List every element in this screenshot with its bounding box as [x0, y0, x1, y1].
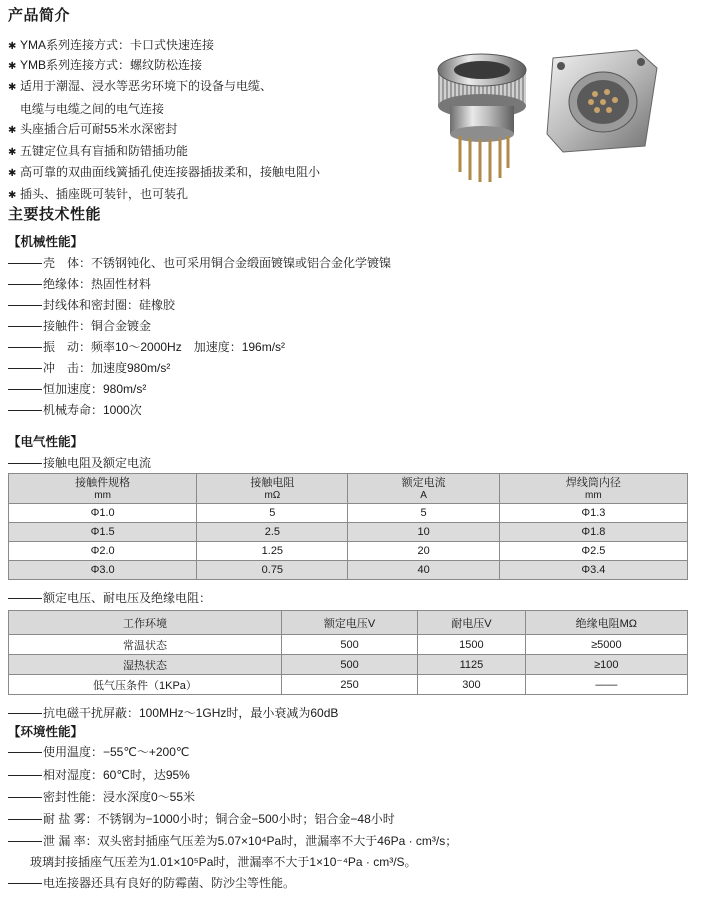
spec-line: 冲 击：加速度980m/s² — [8, 359, 170, 376]
environmental-heading: 【环境性能】 — [8, 725, 84, 739]
spec-line: 壳 体：不锈钢钝化、也可采用铜合金缎面镀镍或铝合金化学镀镍 — [8, 254, 391, 271]
intro-bullet: ✱ YMA系列连接方式：卡口式快速连接 — [8, 38, 215, 52]
spec-line: 耐 盐 雾：不锈钢为−1000小时；铜合金−500小时；铝合金−48小时 — [8, 810, 395, 827]
spec-line: 绝缘体：热固性材料 — [8, 275, 151, 292]
table-header: 工作环境 — [9, 611, 282, 635]
table-header: 额定电压V — [281, 611, 417, 635]
specs-title: 主要技术性能 — [8, 206, 102, 223]
spec-line: 接触件：铜合金镀金 — [8, 317, 151, 334]
spec-line: 恒加速度：980m/s² — [8, 380, 146, 397]
bullet-star-icon: ✱ — [8, 41, 17, 52]
bullet-star-icon: ✱ — [8, 125, 17, 136]
connector-receptacle-image — [545, 48, 665, 158]
table-header: 额定电流 A — [348, 474, 499, 504]
spec-line: 密封性能：浸水深度0～55米 — [8, 788, 195, 805]
spec-line: 相对湿度：60℃时，达95% — [8, 766, 190, 783]
bullet-star-icon: ✱ — [8, 61, 17, 72]
table2-caption: 额定电压、耐电压及绝缘电阻： — [8, 589, 211, 606]
emi-line: 抗电磁干扰屏蔽：100MHz～1GHz时，最小衰减为60dB — [8, 704, 338, 721]
spec-line: 泄 漏 率：双头密封插座气压差为5.07×10⁴Pa时，泄漏率不大于46Pa · cm³/s； — [8, 832, 457, 849]
spec-line: 电连接器还具有良好的防霉菌、防沙尘等性能。 — [8, 874, 295, 891]
table-row: Φ1.0 5 5 Φ1.3 — [9, 504, 688, 523]
bullet-star-icon: ✱ — [8, 190, 17, 201]
spec-line: 使用温度：−55℃～+200℃ — [8, 743, 189, 760]
table-row: 常温状态 500 1500 ≥5000 — [9, 635, 688, 655]
table-row: Φ1.5 2.5 10 Φ1.8 — [9, 523, 688, 542]
leak-continuation: 玻璃封接插座气压差为1.01×10⁵Pa时，泄漏率不大于1×10⁻⁴Pa · cm³/S。 — [30, 855, 417, 869]
table-header: 接触电阻 mΩ — [197, 474, 348, 504]
bullet-star-icon: ✱ — [8, 147, 17, 158]
intro-bullet: ✱ 头座插合后可耐55米水深密封 — [8, 122, 178, 136]
intro-bullet: ✱ 五键定位具有盲插和防错插功能 — [8, 144, 189, 158]
intro-bullet: ✱ 高可靠的双曲面线簧插孔使连接器插拔柔和，接触电阻小 — [8, 165, 321, 179]
intro-bullet: ✱ YMB系列连接方式：螺纹防松连接 — [8, 58, 203, 72]
table-row: 湿热状态 500 1125 ≥100 — [9, 655, 688, 675]
table-row: 低气压条件（1KPa） 250 300 —— — [9, 675, 688, 695]
bullet-star-icon: ✱ — [8, 82, 17, 93]
table-row: Φ2.0 1.25 20 Φ2.5 — [9, 542, 688, 561]
table1-caption: 接触电阻及额定电流 — [8, 454, 151, 471]
bullet-star-icon: ✱ — [8, 168, 17, 179]
spec-line: 封线体和密封圈：硅橡胶 — [8, 296, 175, 313]
connector-plug-image — [420, 40, 550, 190]
voltage-insulation-table — [8, 610, 688, 695]
spec-line: 振 动：频率10～2000Hz 加速度：196m/s² — [8, 338, 285, 355]
intro-bullet: ✱ 插头、插座既可装针，也可装孔 — [8, 187, 189, 201]
intro-title: 产品简介 — [8, 7, 71, 24]
table-header: 绝缘电阻MΩ — [525, 611, 687, 635]
table-header: 接触件规格 mm — [9, 474, 197, 504]
table-header: 耐电压V — [418, 611, 526, 635]
electrical-heading: 【电气性能】 — [8, 435, 84, 449]
intro-bullet-continuation: 电缆与电缆之间的电气连接 — [20, 102, 165, 116]
contact-resistance-table — [8, 473, 688, 580]
mechanical-heading: 【机械性能】 — [8, 235, 84, 249]
table-row: Φ3.0 0.75 40 Φ3.4 — [9, 561, 688, 580]
intro-bullet: ✱ 适用于潮湿、浸水等恶劣环境下的设备与电缆、 — [8, 79, 273, 93]
table-header: 焊线筒内径 mm — [499, 474, 687, 504]
spec-line: 机械寿命：1000次 — [8, 401, 142, 418]
